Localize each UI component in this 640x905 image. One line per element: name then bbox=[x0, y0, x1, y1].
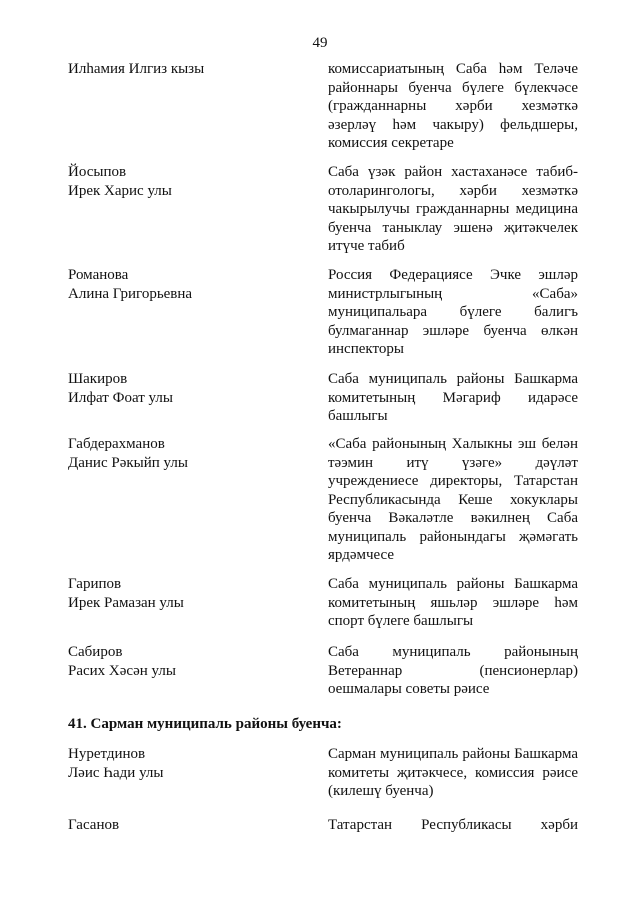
member-name bbox=[68, 266, 308, 303]
member-surname: Йосыпов bbox=[68, 164, 127, 180]
member-surname: Сабиров bbox=[68, 644, 123, 660]
member-role: «Саба районының Халыкны эш белән тәэмин итү үзәге» дәүләт учреждениесе директоры, Татарстан Республикасында Кеше хокуклары буенча Вәкаләтле вәкилнең Саба муниципаль районындагы җәмәгать ярдәмчесе bbox=[328, 436, 578, 563]
page-number: 49 bbox=[312, 35, 328, 51]
section-heading: 41. Сарман муниципаль районы буенча: bbox=[68, 716, 342, 732]
member-name bbox=[68, 370, 308, 407]
member-role: Саба муниципаль районы Башкарма комитетының Мәгариф идарәсе башлыгы bbox=[328, 371, 578, 424]
member-given-name: Илфат Фоат улы bbox=[68, 389, 173, 406]
member-surname: Гасанов bbox=[68, 817, 120, 833]
member-role: Россия Федерациясе Эчке эшләр министрлыгының «Саба» муниципальара бүлеге балигъ булмаганнар эшләре буенча өлкән инспекторы bbox=[328, 267, 578, 357]
member-given-name: Ирек Рамазан улы bbox=[68, 594, 184, 611]
member-given-name: Алина Григорьевна bbox=[68, 285, 193, 302]
member-role: Саба муниципаль районы Башкарма комитетының яшьләр эшләре һәм спорт бүлеге башлыгы bbox=[328, 576, 578, 629]
member-name bbox=[68, 435, 308, 472]
member-role: Сарман муниципаль районы Башкарма комитеты җитәкчесе, комиссия рәисе (килешү буенча) bbox=[328, 746, 578, 799]
member-name bbox=[68, 643, 308, 680]
member-name bbox=[68, 816, 308, 835]
member-name bbox=[68, 163, 308, 200]
member-name bbox=[68, 745, 308, 782]
member-role: комиссариатының Саба һәм Теләче районнары буенча бүлеге бүлекчәсе (гражданнарны хәрби хезмәткә әзерләү һәм чакыру) фельдшеры, комиссия секретаре bbox=[328, 61, 578, 151]
member-role: Саба муниципаль районының Ветераннар (пенсионерлар) оешмалары советы рәисе bbox=[328, 644, 578, 697]
member-given-name: Расих Хәсән улы bbox=[68, 662, 176, 679]
member-surname: Романова bbox=[68, 267, 129, 283]
member-role: Саба үзәк район хастаханәсе табиб-отоларингологы, хәрби хезмәткә чакырылучы гражданнарны медицина буенча таныклау эшенә җитәкчелек итүче табиб bbox=[328, 164, 578, 254]
member-name-line: Илһамия Илгиз кызы bbox=[68, 61, 205, 77]
member-given-name: Ләис Һади улы bbox=[68, 764, 164, 781]
member-role: Татарстан Республикасы хәрби bbox=[328, 817, 578, 833]
member-given-name: Ирек Харис улы bbox=[68, 182, 172, 199]
member-surname: Габдерахманов bbox=[68, 436, 165, 452]
member-surname: Нуретдинов bbox=[68, 746, 146, 762]
member-surname: Шакиров bbox=[68, 371, 128, 387]
member-given-name: Данис Рәкыйп улы bbox=[68, 454, 188, 471]
member-name bbox=[68, 575, 308, 612]
member-surname: Гарипов bbox=[68, 576, 122, 592]
member-name bbox=[68, 60, 308, 79]
